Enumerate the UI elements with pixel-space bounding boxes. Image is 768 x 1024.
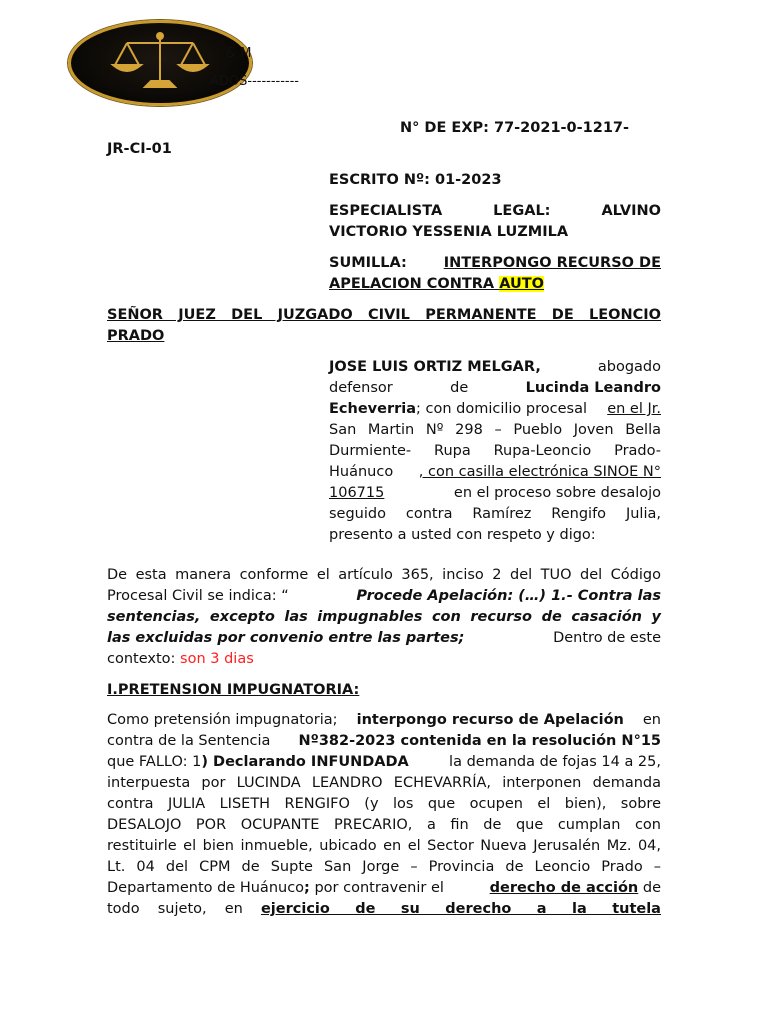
paragraph-line: Como pretensión impugnatoria;	[107, 712, 338, 728]
paragraph-line: DESALOJO POR OCUPANTE PRECARIO, a fin de que cumplan con	[107, 817, 661, 833]
paragraph-line: de	[638, 880, 661, 896]
firm-abogados-line: ADOS-----------	[210, 74, 299, 89]
especialista-first-name: ALVINO	[601, 203, 661, 219]
paragraph-line: contexto:	[107, 651, 181, 667]
paragraph-line: todo	[107, 901, 140, 917]
paragraph-line: restituirle el bien inmueble, ubicado en el Sector Nueva Jerusalén Mz. 04,	[107, 838, 661, 854]
sumilla-line-1	[329, 253, 661, 274]
intro-text: en el proceso sobre desalojo	[453, 485, 661, 501]
especialista-line-1	[329, 201, 661, 222]
legal-word: LEGAL:	[493, 203, 551, 219]
paragraph-line: que FALLO: 1	[107, 754, 202, 770]
paragraph-line: interpuesta por LUCINDA LEANDRO ECHEVARRÍA, interponen demanda	[107, 775, 661, 791]
tutela-phrase: ejercicio de su derecho a la tutela	[260, 901, 661, 917]
addressee-line-1: SEÑOR JUEZ DEL JUZGADO CIVIL PERMANENTE DE LEONCIO	[107, 307, 661, 323]
sentence-reference: Nº382-2023 contenida en la resolución N°15	[298, 733, 661, 749]
sumilla-text-1: INTERPONGO RECURSO DE	[443, 255, 661, 271]
paragraph-line: De esta manera conforme el artículo 365, inciso 2 del TUO del Código	[107, 567, 661, 583]
especialista-word: ESPECIALISTA	[329, 203, 443, 219]
address-line: San Martin Nº 298 – Pueblo Joven Bella	[329, 422, 661, 438]
deadline-note: son 3 dias	[180, 651, 254, 667]
quoted-law: las excluidas por convenio entre las partes;	[107, 630, 465, 646]
paragraph-line: por contravenir el	[309, 880, 444, 896]
expediente-number: N° DE EXP: 77-2021-0-1217-	[400, 120, 630, 136]
paragraph-pretension	[107, 710, 661, 920]
quoted-law: Procede Apelación: (…) 1.- Contra las	[356, 588, 661, 604]
client-surname: Echeverria	[329, 401, 416, 417]
sumilla-text-2: APELACION CONTRA	[329, 276, 500, 292]
escrito-number: ESCRITO Nº: 01-2023	[329, 172, 502, 188]
paragraph-line: ;	[304, 880, 310, 896]
derecho-de-accion: derecho de acción	[489, 880, 639, 896]
intro-text: presento a usted con respeto y digo:	[329, 527, 596, 543]
paragraph-line: sujeto,	[157, 901, 207, 917]
lawyer-name: JOSE LUIS ORTIZ MELGAR,	[329, 359, 541, 375]
paragraph-line: Lt. 04 del CPM de Supte San Jorge – Provincia de Leoncio Prado –	[107, 859, 661, 875]
paragraph-line: contra JULIA LISETH RENGIFO (y los que ocupen el bien), sobre	[107, 796, 661, 812]
paragraph-line: contra de la Sentencia	[107, 733, 271, 749]
paragraph-line: la demanda de fojas 14 a 25,	[449, 754, 661, 770]
paragraph-article-365	[107, 565, 661, 670]
sinoe-label: , con casilla electrónica SINOE N°	[418, 464, 661, 480]
address-line: Durmiente- Rupa Rupa-Leoncio Prado-	[329, 443, 661, 459]
intro-text: defensor	[329, 380, 393, 396]
paragraph-line: Departamento de Huánuco	[107, 880, 305, 896]
paragraph-line: en	[224, 901, 243, 917]
sumilla-label: SUMILLA:	[329, 255, 407, 271]
paragraph-line: en	[642, 712, 661, 728]
especialista-line-2: VICTORIO YESSENIA LUZMILA	[329, 224, 569, 240]
paragraph-line: Dentro de este	[553, 630, 661, 646]
sumilla-highlight: AUTO	[499, 276, 544, 292]
intro-text: seguido contra Ramírez Rengifo Julia,	[329, 506, 661, 522]
paragraph-line: Procesal Civil se indica: “	[107, 588, 289, 604]
scales-of-justice-icon	[105, 29, 215, 95]
law-firm-logo	[68, 20, 252, 106]
intro-text: ; con domicilio procesal	[416, 401, 587, 417]
address-start: en el Jr.	[607, 401, 661, 417]
firm-initials: & M	[226, 46, 252, 61]
ruling-infundada: ) Declarando INFUNDADA	[201, 754, 409, 770]
intro-text: de	[450, 380, 469, 396]
section-title-pretension: I.PRETENSION IMPUGNATORIA:	[107, 682, 360, 698]
addressee-line-2: PRADO	[107, 328, 165, 344]
address-city: Huánuco	[329, 464, 394, 480]
client-name: Lucinda Leandro	[525, 380, 661, 396]
expediente-court-code: JR-CI-01	[107, 141, 172, 157]
sinoe-number: 106715	[329, 485, 385, 501]
intro-block	[329, 357, 661, 546]
intro-text: abogado	[597, 359, 661, 375]
quoted-law: sentencias, excepto las impugnables con recurso de casación y	[107, 609, 661, 625]
sumilla-line-2	[329, 274, 544, 295]
appeal-statement: interpongo recurso de Apelación	[356, 712, 624, 728]
